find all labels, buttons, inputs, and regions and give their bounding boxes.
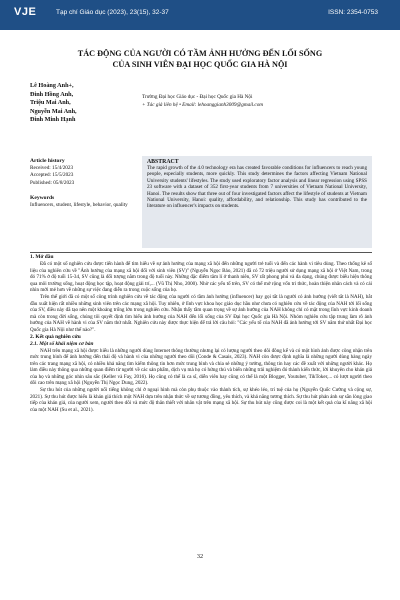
affiliation bbox=[142, 94, 372, 109]
section-heading-intro: 1. Mở đầu bbox=[30, 254, 54, 260]
author: Đinh Hồng Anh, bbox=[30, 90, 74, 98]
published-date: Published: 05/8/2023 bbox=[30, 179, 75, 186]
affiliation-org: Trường Đại học Giáo dục - Đại học Quốc gia Hà Nội bbox=[142, 94, 253, 100]
author: Đinh Minh Hạnh bbox=[30, 116, 76, 123]
journal-citation: Tạp chí Giáo dục (2023), 23(15), 32-37 bbox=[56, 9, 169, 16]
section-divider bbox=[30, 252, 372, 253]
keywords-heading: Keywords bbox=[30, 194, 55, 201]
article-title bbox=[30, 48, 370, 70]
abstract-text: The rapid growth of the 4.0 technology era has created favorable conditions for influencers to reach young people, especially students, more quickly. This study determines the factors affecting Vietnam National University students' lifestyles. The study used exploratory factor analysis and linear regression using SPSS 23 software with a dataset of 352 first-year students from 7 universities of Vietnam National University, Hanoi. The results show that three out of four investigated factors affect the lifestyle of students at Vietnam National University, Hanoi: quality, affordability, and relationship. This study has contributed to the literature on influencer's impacts on students. bbox=[147, 165, 367, 210]
section-heading-results: 2. Kết quả nghiên cứu bbox=[30, 333, 81, 340]
paragraph: Đã có một số nghiên cứu được tiến hành để tìm hiểu về sự ảnh hưởng của mạng xã hội đến những người trẻ tuổi và đến các hành vi tiêu dùng. Theo thống kê số liệu của nghiên cứu về "Ảnh hưởng của mạng xã hội đối với sinh viên (SV)" (Nguyễn Ngọc Bảo, 2021) đã có 72 triệu người sử dụng mạng xã hội ở Việt Nam, trong đó 71% ở độ tuổi 15-34, SV cũng là đối tượng nằm trong độ tuổi này. Những đặc điểm tâm lí ở thanh niên, SV rất phong phú và đa dạng, chúng được biểu hiện thông qua môi trường sống, hoạt động học tập, hoạt động giải trí,... (Vũ Thị Nho, 2000). Nhờ các yếu tố trên, SV có thể mở rộng vốn tri thức, hoàn thiện nhân cách và có cái nhìn mới mẻ hơn về những sự việc đang diễn ra trong cuộc sống của họ. bbox=[30, 261, 372, 293]
keywords-text: Influencers, student, lifestyle, behavior, quality bbox=[30, 202, 128, 209]
abstract-box bbox=[142, 156, 372, 248]
author: Nguyễn Mai Anh, bbox=[30, 107, 77, 115]
author-list bbox=[30, 82, 120, 125]
abstract-heading: ABSTRACT bbox=[147, 159, 179, 165]
title-line-2: CỦA SINH VIÊN ĐẠI HỌC QUỐC GIA HÀ NỘI bbox=[112, 60, 288, 69]
article-meta bbox=[30, 158, 134, 209]
author: Lê Hoàng Anh+, bbox=[30, 82, 74, 89]
article-body bbox=[30, 254, 372, 414]
paragraph: Trên thế giới đã có một số công trình nghiên cứu về tác động của người có tầm ảnh hưởng (influencer) hay gọi tắt là người có ảnh hưởng (viết tắt là NAH), bắt đầu xuất hiện rất nhiều những sinh viên trên các mạng xã hội. Tuy nhiên, ở lĩnh vực khoa học giáo dục hầu như chưa có nghiên cứu về tác động của NAH tới lối sống của SV, điều này đã tạo nên một khoảng trống lớn trong nghiên cứu. Nhận thấy tầm quan trọng về sự ảnh hưởng của NAH không chỉ có mặt trong lĩnh vực kinh doanh mà còn trong đời sống, chúng tôi quyết định tìm hiểu ảnh hưởng của NAH đến lối sống của SV Đại học Quốc gia Hà Nội. Nhóm nghiên cứu tập trung làm rõ ảnh hưởng của NAH về hành vi của SV năm thứ nhất. Nghiên cứu này được thực hiện để trả lời câu hỏi: "Các yếu tố của NAH đã ảnh hưởng tới SV năm thứ nhất Đại học Quốc gia Hà Nội như thế nào?". bbox=[30, 294, 372, 333]
article-history-heading: Article history bbox=[30, 158, 65, 164]
journal-logo: VJE bbox=[14, 6, 37, 18]
accepted-date: Accepted: 15/5/2023 bbox=[30, 172, 74, 179]
journal-header bbox=[0, 0, 400, 30]
corresponding-email: + Tác giả liên hệ • Email: lehoanggianh3009@gmail.com bbox=[142, 101, 264, 108]
page-number: 32 bbox=[196, 553, 204, 560]
received-date: Received: 15/4/2023 bbox=[30, 165, 74, 172]
issn-label: ISSN: 2354-0753 bbox=[328, 9, 378, 16]
paragraph: Sự thu hút của những người nổi tiếng không chỉ ở ngoại hình mà còn phụ thuộc vào thành tích, sự khéo léo, trí tuệ của họ (Nguyễn Quốc Cường và cộng sự, 2021). Sự thu hút được hiểu là khán giả thích một NAH dựa trên nhận thức về sự tương đồng, yêu thích, và khả năng tương thích. Sự thu hút phản ánh sự sẵn lòng giao tiếp của khán giả, của người xem, người theo dõi và mức độ thân thiết với nhân vật trên mạng xã hội. Sự thu hút này cũng được coi là một kết quả của kĩ năng xã hội của một NAH (Su et al., 2021). bbox=[30, 387, 372, 413]
paragraph: NAH trên mạng xã hội được hiểu là những người dùng Internet thông thường nhưng lại có lượng người theo dõi đông kể và có một hình ảnh được công nhận trên mức trung bình để ảnh hưởng đến thái độ và hành vi của những người theo dõi (Conde & Casais, 2023). NAH còn được định nghĩa là những người dùng hàng ngày trên các trang mạng xã hội, có nhiều khả năng tìm kiếm thông tin hơn mức trung bình và chia sẻ những ý tưởng, thông tin hay các đề xuất với những người khác. Họ làm điều này thông qua những quan điểm từ người về các sản phẩm, dịch vụ mà họ có hứng thú và biến những trải nghiệm đó thành kiến thức, lời khuyên cho khán giả của họ và những góc nhìn sâu sắc (Keller và Fay, 2016). Họ cũng có thể là ca sĩ, diễn viên hay cũng có thể là một Blogger, Youtuber, TikToker,... có lượt người theo dõi cao trên mạng xã hội (Nguyễn Thị Ngọc Dung, 2022). bbox=[30, 347, 372, 386]
author: Triệu Mai Anh, bbox=[30, 99, 71, 106]
subsection-heading: 2.1. Một số khái niệm cơ bản bbox=[30, 340, 94, 347]
title-line-1: TÁC ĐỘNG CỦA NGƯỜI CÓ TẦM ẢNH HƯỞNG ĐẾN LỐI SỐNG bbox=[77, 49, 323, 58]
